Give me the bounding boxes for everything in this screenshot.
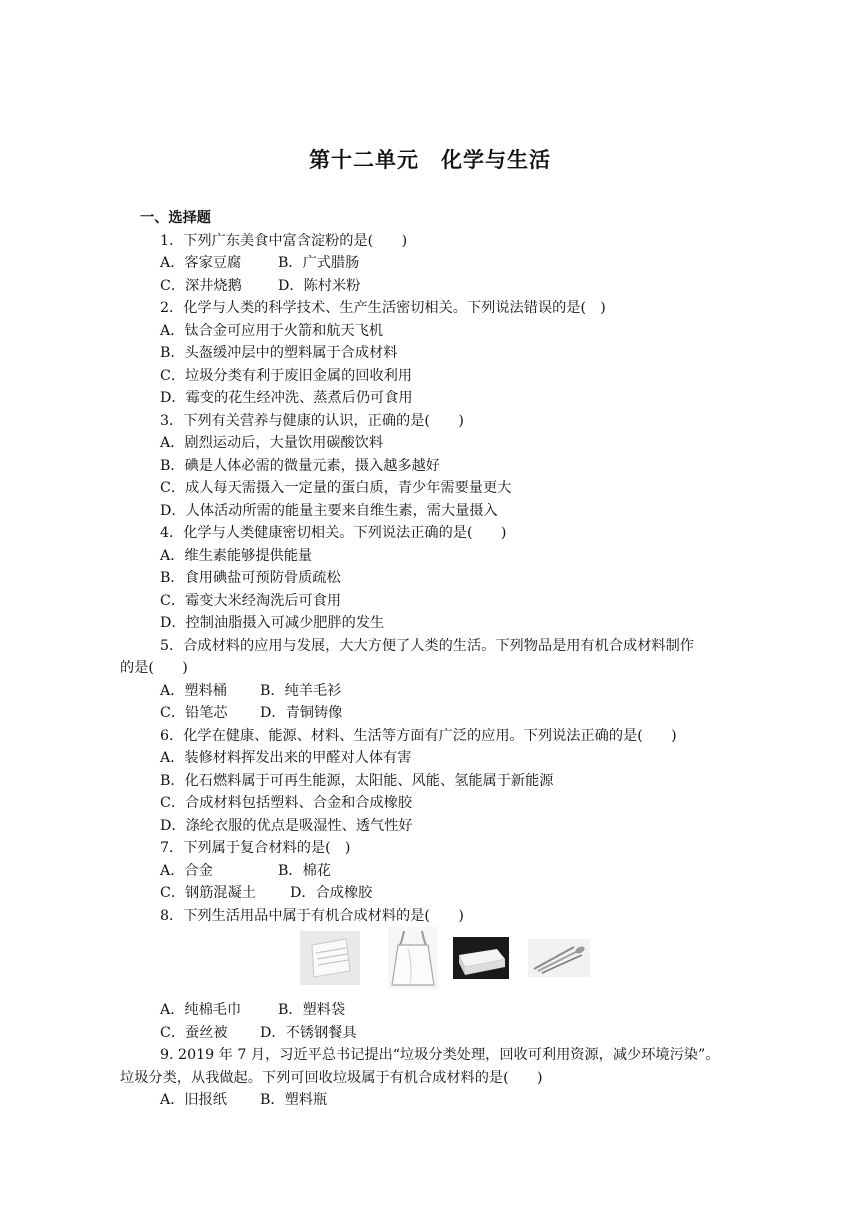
question-3-option-b: B．碘是人体必需的微量元素，摄入越多越好 bbox=[160, 457, 440, 474]
question-8-stem: 8．下列生活用品中属于有机合成材料的是( ) bbox=[160, 907, 464, 924]
question-9-stem-continued: 垃圾分类，从我做起。下列可回收垃圾属于有机合成材料的是( ) bbox=[120, 1069, 543, 1086]
question-5-option-b: B．纯羊毛衫 bbox=[260, 682, 342, 699]
question-8-option-a: A．纯棉毛巾 bbox=[160, 1002, 242, 1018]
question-1-option-d: D．陈村米粉 bbox=[278, 277, 361, 294]
plastic-bag-image bbox=[388, 927, 438, 989]
section-heading: 一、选择题 bbox=[140, 210, 211, 226]
question-7-option-c: C．钢筋混凝土 bbox=[160, 885, 256, 901]
title-unit: 第十二单元 bbox=[309, 147, 419, 172]
question-3-option-a: A．剧烈运动后，大量饮用碳酸饮料 bbox=[160, 435, 384, 451]
question-1-option-b: B．广式腊肠 bbox=[278, 255, 360, 271]
question-4-option-a: A．维生素能够提供能量 bbox=[160, 547, 313, 564]
question-5-option-d: D．青铜铸像 bbox=[260, 705, 343, 721]
question-6-option-c: C．合成材料包括塑料、合金和合成橡胶 bbox=[160, 795, 413, 811]
question-6-option-d: D．涤纶衣服的优点是吸湿性、透气性好 bbox=[160, 817, 413, 834]
towel-image bbox=[300, 931, 360, 985]
question-4-option-b: B．食用碘盐可预防骨质疏松 bbox=[160, 570, 341, 586]
question-3-option-d: D．人体活动所需的能量主要来自维生素，需大量摄入 bbox=[160, 502, 498, 519]
question-8-option-d: D．不锈钢餐具 bbox=[260, 1024, 357, 1041]
question-6-stem: 6．化学在健康、能源、材料、生活等方面有广泛的应用。下列说法正确的是( ) bbox=[160, 727, 677, 744]
question-5-stem-continued: 的是( ) bbox=[120, 660, 188, 676]
question-9-option-a: A．旧报纸 bbox=[160, 1092, 227, 1108]
question-7-option-b: B．棉花 bbox=[278, 862, 331, 879]
question-1-option-c: C．深井烧鹅 bbox=[160, 277, 242, 294]
question-6-option-a: A．装修材料挥发出来的甲醛对人体有害 bbox=[160, 750, 412, 766]
question-4-option-c: C．霉变大米经淘洗后可食用 bbox=[160, 592, 342, 609]
question-2-option-a: A．钛合金可应用于火箭和航天飞机 bbox=[160, 322, 384, 339]
question-7-stem: 7．下列属于复合材料的是( ) bbox=[160, 840, 351, 856]
title-topic: 化学与生活 bbox=[441, 147, 551, 172]
question-2-stem: 2．化学与人类的科学技术、生产生活密切相关。下列说法错误的是( ) bbox=[160, 300, 606, 316]
question-1-stem: 1．下列广东美食中富含淀粉的是( ) bbox=[160, 232, 408, 249]
question-7-option-a: A．合金 bbox=[160, 862, 213, 879]
question-3-stem: 3．下列有关营养与健康的认识，正确的是( ) bbox=[160, 412, 464, 429]
question-5-stem: 5．合成材料的应用与发展，大大方便了人类的生活。下列物品是用有机合成材料制作 bbox=[160, 637, 694, 654]
silk-quilt-image bbox=[453, 937, 509, 979]
question-8-option-b: B．塑料袋 bbox=[278, 1002, 346, 1018]
question-8-option-c: C．蚕丝被 bbox=[160, 1024, 228, 1041]
question-9-option-b: B．塑料瓶 bbox=[260, 1092, 328, 1108]
question-4-option-d: D．控制油脂摄入可减少肥胖的发生 bbox=[160, 615, 385, 631]
question-3-option-c: C．成人每天需摄入一定量的蛋白质，青少年需要量更大 bbox=[160, 480, 512, 496]
question-5-option-c: C．铅笔芯 bbox=[160, 705, 228, 721]
page-title bbox=[0, 144, 860, 174]
question-7-option-d: D．合成橡胶 bbox=[290, 885, 373, 901]
question-1-option-a: A．客家豆腐 bbox=[160, 255, 242, 271]
question-4-stem: 4．化学与人类健康密切相关。下列说法正确的是( ) bbox=[160, 525, 507, 541]
question-2-option-b: B．头盔缓冲层中的塑料属于合成材料 bbox=[160, 345, 398, 361]
cutlery-image bbox=[528, 939, 590, 977]
question-list bbox=[120, 207, 740, 1112]
question-2-option-d: D．霉变的花生经冲洗、蒸煮后仍可食用 bbox=[160, 390, 413, 406]
question-9-stem: 9. 2019 年 7 月，习近平总书记提出“垃圾分类处理，回收可利用资源，减少环境污染”。 bbox=[160, 1047, 720, 1063]
question-6-option-b: B．化石燃料属于可再生能源，太阳能、风能、氢能属于新能源 bbox=[160, 772, 554, 789]
question-5-option-a: A．塑料桶 bbox=[160, 682, 227, 699]
question-2-option-c: C．垃圾分类有利于废旧金属的回收利用 bbox=[160, 367, 413, 384]
question-8-images bbox=[120, 927, 740, 999]
